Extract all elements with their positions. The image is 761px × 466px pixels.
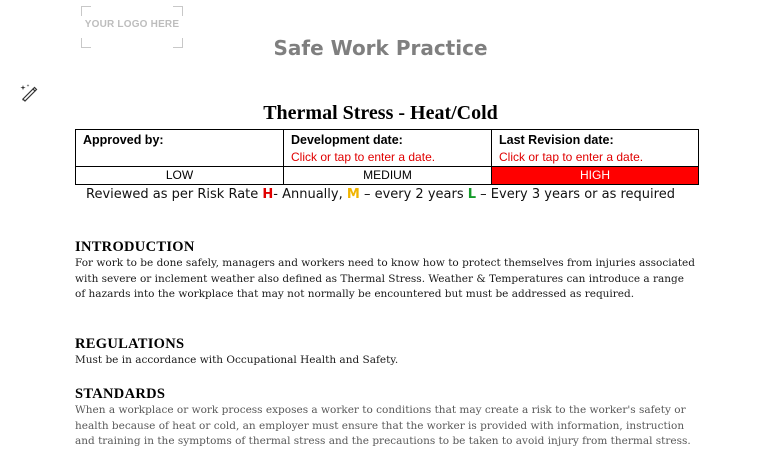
development-date-picker[interactable]: Click or tap to enter a date. [291,150,436,164]
approved-by-cell[interactable] [76,130,284,167]
introduction-heading: INTRODUCTION [75,239,195,255]
review-l-text: – Every 3 years or as required [476,187,675,202]
review-m-text: – every 2 years [359,187,468,202]
logo-text: YOUR LOGO HERE [84,19,180,30]
standards-heading: STANDARDS [75,386,166,402]
approval-table [75,129,699,185]
last-revision-cell [492,130,699,167]
approved-by-label: Approved by: [83,133,164,147]
introduction-body: For work to be done safely, managers and workers need to know how to protect themselves from injuries associated with severe or inclement weather also defined as Thermal Stress. Weather & Temperatures can introduce a range of hazards into the workplace that may not normally be encountered but must be addressed as required. [75,257,695,300]
review-h-text: - Annually, [273,187,347,202]
standards-section [75,385,695,450]
review-schedule [0,187,761,202]
risk-low-cell: LOW [76,167,284,185]
regulations-heading: REGULATIONS [75,336,185,352]
document-subtitle: Thermal Stress - Heat/Cold [263,102,498,124]
review-m-letter: M [346,187,360,202]
standards-body: When a workplace or work process exposes a worker to conditions that may create a risk to the worker's safety or health because of heat or cold, an employer must ensure that the worker is provided with information, instruction and training in the symptoms of thermal stress and the precautions to be taken to avoid injury from thermal stress. [75,404,691,447]
review-h-letter: H [262,187,274,202]
introduction-section [75,238,695,303]
regulations-body: Must be in accordance with Occupational Health and Safety. [75,354,399,366]
review-l-letter: L [467,187,477,202]
development-date-cell [284,130,492,167]
last-revision-date-picker[interactable]: Click or tap to enter a date. [499,150,644,164]
review-prefix: Reviewed as per Risk Rate [86,187,263,202]
document-title: Safe Work Practice [273,36,488,60]
development-date-label: Development date: [291,133,403,147]
last-revision-label: Last Revision date: [499,133,614,147]
edit-sparkle-icon[interactable] [18,82,38,102]
approval-row [76,130,699,167]
risk-high-cell: HIGH [492,167,699,185]
risk-rate-row [76,167,699,185]
risk-medium-cell: MEDIUM [284,167,492,185]
regulations-section [75,335,695,369]
